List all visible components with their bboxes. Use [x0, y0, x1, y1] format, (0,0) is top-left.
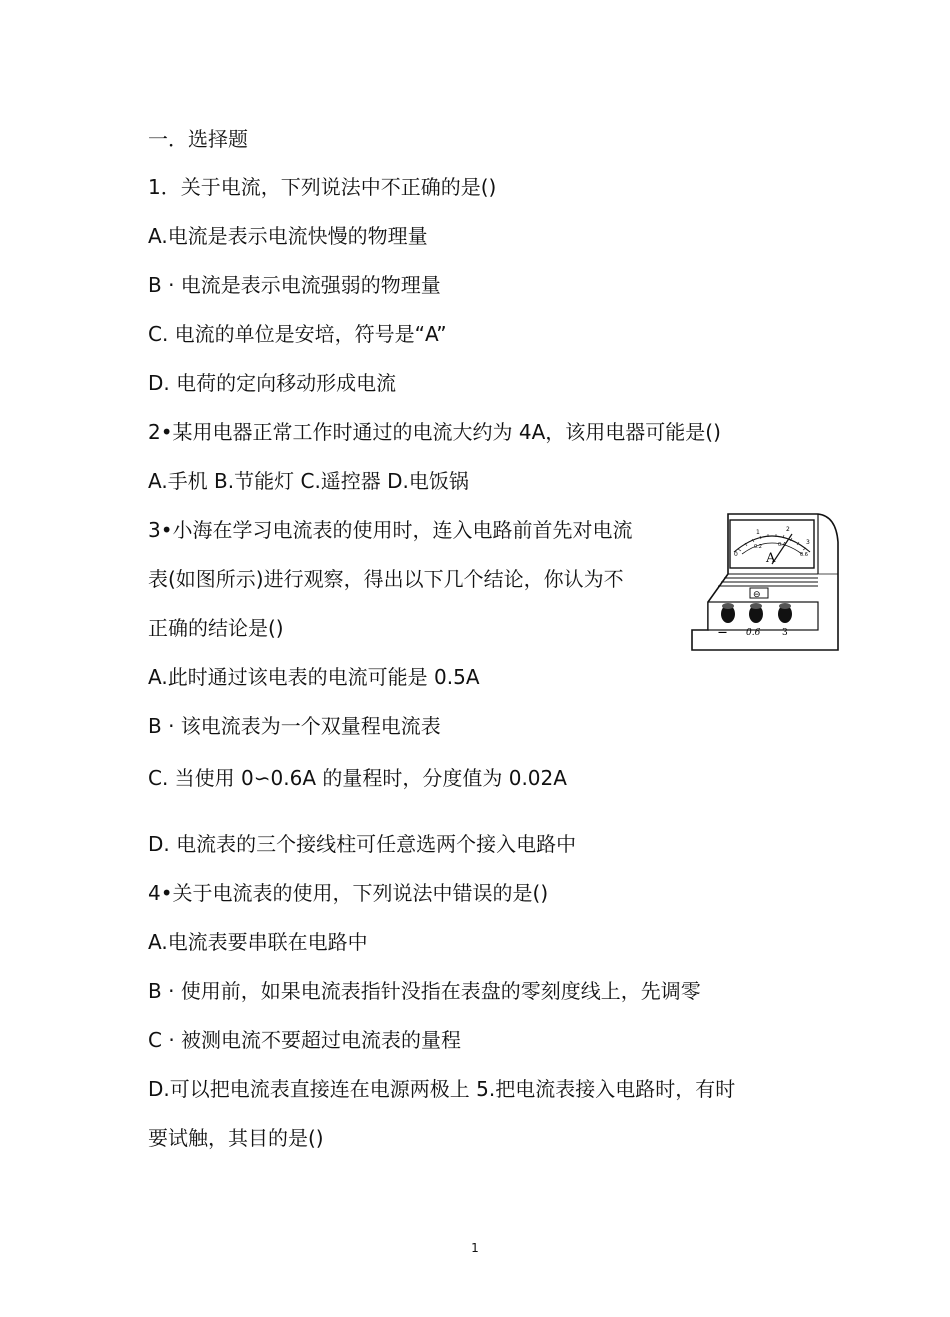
q5-continuation: 要试触，其目的是()	[148, 1126, 324, 1150]
q2-stem: 2•某用电器正常工作时通过的电流大约为 4A，该用电器可能是()	[148, 420, 721, 444]
q3-option-b: B · 该电流表为一个双量程电流表	[148, 714, 441, 738]
q4-option-c: C · 被测电流不要超过电流表的量程	[148, 1028, 462, 1052]
terminal-label-0-6: 0.6	[746, 628, 761, 638]
terminal-0-6-top	[750, 603, 762, 609]
q1-option-a: A.电流是表示电流快慢的物理量	[148, 224, 428, 248]
scale-label-0-4: 0.4	[778, 542, 786, 548]
q3-option-d: D. 电流表的三个接线柱可任意选两个接入电路中	[148, 832, 577, 856]
terminal-label-3: 3	[782, 628, 788, 638]
scale-label-0: 0	[734, 551, 738, 558]
q3-stem-line-1: 3•小海在学习电流表的使用时，连入电路前首先对电流	[148, 518, 633, 542]
q3-option-a: A.此时通过该电表的电流可能是 0.5A	[148, 665, 480, 689]
scale-label-3: 3	[806, 539, 810, 546]
q1-option-c: C. 电流的单位是安培，符号是“A”	[148, 322, 447, 346]
ammeter-figure	[690, 512, 840, 654]
meter-unit-label: A	[766, 551, 776, 566]
q3-stem-line-3: 正确的结论是()	[148, 616, 284, 640]
zero-adjust-icon: ⊖	[753, 590, 761, 600]
q4-option-d-and-q5: D.可以把电流表直接连在电源两极上 5.把电流表接入电路时，有时	[148, 1077, 736, 1101]
scale-label-2: 2	[786, 526, 790, 533]
terminal-label-minus: —	[718, 628, 727, 638]
q3-option-c: C. 当使用 0∽0.6A 的量程时，分度值为 0.02A	[148, 766, 567, 790]
q3-stem-line-2: 表(如图所示)进行观察，得出以下几个结论，你认为不	[148, 567, 624, 591]
terminal-3-top	[779, 603, 791, 609]
q2-options: A.手机 B.节能灯 C.遥控器 D.电饭锅	[148, 469, 469, 493]
q1-stem: 1．关于电流，下列说法中不正确的是()	[148, 175, 497, 199]
q1-option-d: D. 电荷的定向移动形成电流	[148, 371, 397, 395]
scale-label-1: 1	[756, 529, 760, 536]
terminal-minus-top	[722, 603, 734, 609]
q4-stem: 4•关于电流表的使用，下列说法中错误的是()	[148, 881, 549, 905]
q4-option-a: A.电流表要串联在电路中	[148, 930, 368, 954]
page-number: 1	[471, 1241, 479, 1255]
scale-label-0-6: 0.6	[800, 552, 808, 558]
q4-option-b: B · 使用前，如果电流表指针没指在表盘的零刻度线上，先调零	[148, 979, 701, 1003]
scale-label-0-2: 0.2	[754, 544, 762, 550]
q1-option-b: B · 电流是表示电流强弱的物理量	[148, 273, 441, 297]
terminals	[721, 603, 792, 623]
section-title: 一．选择题	[148, 127, 248, 151]
